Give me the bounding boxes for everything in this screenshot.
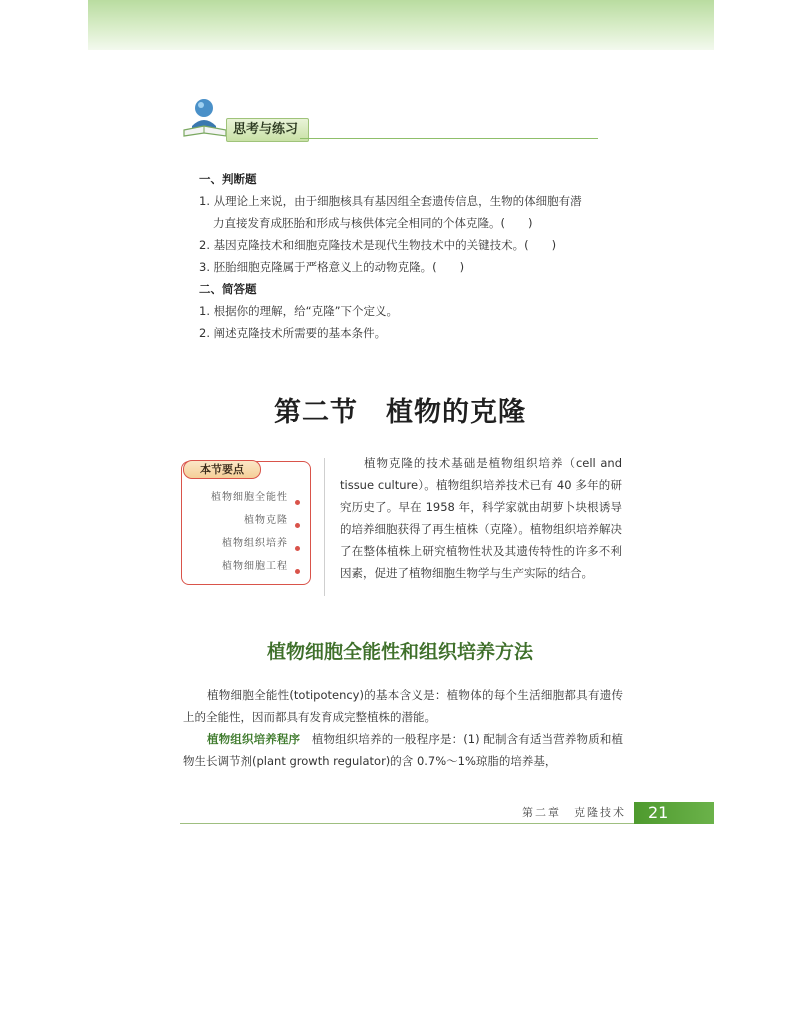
footer-rule: [180, 823, 634, 824]
judge-item: 3. 胚胎细胞克隆属于严格意义上的动物克隆。( ): [199, 260, 465, 274]
key-point-item: [190, 532, 302, 555]
key-point-label: 植物细胞工程: [222, 561, 288, 572]
subsection-title: 植物细胞全能性和组织培养方法: [266, 641, 533, 663]
bullet-dot-icon: [295, 523, 300, 528]
key-points-label: 本节要点: [183, 460, 261, 479]
section-title: 第二节 植物的克隆: [274, 397, 526, 428]
paragraph: [183, 728, 623, 772]
exercise-title: 思考与练习: [226, 118, 309, 142]
exercise-header-rule: [300, 138, 598, 139]
judge-item: 2. 基因克隆技术和细胞克隆技术是现代生物技术中的关键技术。( ): [199, 238, 557, 252]
chapter-label: 第二章 克隆技术: [522, 806, 626, 819]
key-point-item: [190, 555, 302, 578]
key-points-list: [190, 486, 302, 578]
exercise-header: [180, 96, 600, 146]
key-point-item: [190, 486, 302, 509]
column-divider: [324, 458, 325, 596]
exercise-body: [199, 168, 639, 344]
key-point-item: [190, 509, 302, 532]
intro-paragraph: 植物克隆的技术基础是植物组织培养（cell and tissue culture）。植物组织培养技术已有 40 多年的研究历史了。早在 1958 年，科学家就由胡萝卜块根诱导的培养细胞获得了再生植株（克隆）。植物组织培养解决了在整体植株上研究植物性状及其遗传特性的许多不利因素，促进了植物细胞生物学与生产实际的结合。: [340, 456, 622, 580]
student-reading-icon: [180, 96, 230, 142]
judge-heading: 一、判断题: [199, 172, 257, 186]
bullet-dot-icon: [295, 500, 300, 505]
short-answer-item: 1. 根据你的理解，给“克隆”下个定义。: [199, 304, 399, 318]
keyword: 植物组织培养程序: [207, 732, 301, 746]
short-answer-heading: 二、简答题: [199, 282, 257, 296]
key-point-label: 植物组织培养: [222, 538, 288, 549]
key-point-label: 植物克隆: [244, 515, 288, 526]
judge-item: 力直接发育成胚胎和形成与核供体完全相同的个体克隆。( ): [213, 216, 533, 230]
key-point-label: 植物细胞全能性: [211, 492, 288, 503]
header-band: [88, 0, 714, 50]
short-answer-item: 2. 阐述克隆技术所需要的基本条件。: [199, 326, 387, 340]
paragraph: 植物细胞全能性(totipotency)的基本含义是：植物体的每个生活细胞都具有遗传上的全能性，因而都具有发育成完整植株的潜能。: [183, 688, 623, 724]
judge-item: 1. 从理论上来说，由于细胞核具有基因组全套遗传信息，生物的体细胞有潜: [199, 194, 582, 208]
page-number: 21: [634, 802, 714, 824]
bullet-dot-icon: [295, 546, 300, 551]
bullet-dot-icon: [295, 569, 300, 574]
paragraph-text: 植物组织培养的一般程序是：(1) 配制含有适当营养物质和植物生长调节剂(plant growth regulator)的含 0.7%～1%琼脂的培养基，: [183, 732, 623, 768]
